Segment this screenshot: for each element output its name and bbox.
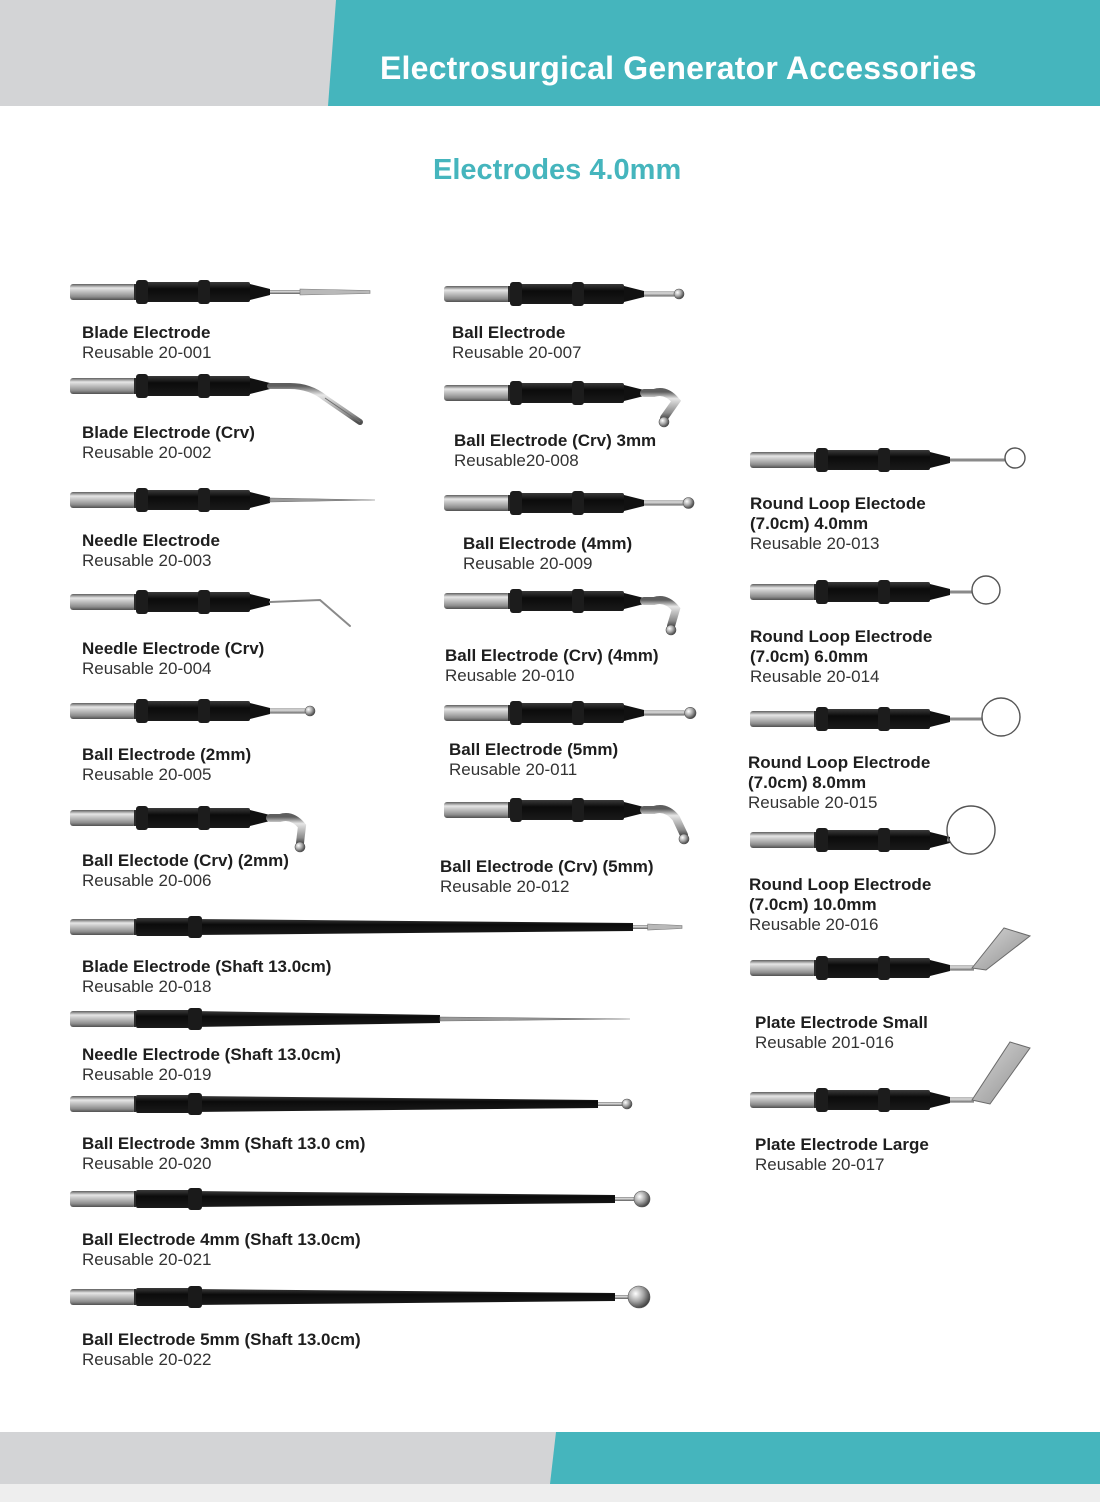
product-name: Ball Electrode (Crv) (5mm) — [440, 857, 654, 876]
steel-shaft — [644, 600, 676, 626]
product-name: Needle Electrode (Crv) — [82, 639, 265, 658]
electrode-shaft — [194, 1289, 615, 1305]
product-code: Reusable 20-011 — [449, 760, 578, 779]
grip-collar — [198, 699, 210, 723]
connector-pin — [70, 1096, 136, 1112]
grip-collar — [510, 798, 522, 822]
product-code: Reusable 201-016 — [755, 1033, 894, 1052]
connector-pin — [70, 703, 136, 719]
steel-shaft — [644, 501, 683, 506]
product-name: Ball Electrode (2mm) — [82, 745, 252, 764]
steel-shaft — [598, 1102, 622, 1106]
grip-collar — [816, 580, 828, 604]
ball-tip — [679, 834, 689, 844]
grip-collar — [136, 374, 148, 398]
body-taper — [624, 705, 644, 721]
grip-collar — [816, 956, 828, 980]
product-name: Plate Electrode Large — [755, 1135, 929, 1154]
product-name: Ball Electrode (5mm) — [449, 740, 619, 759]
product-caption — [82, 1330, 361, 1370]
electrode-body — [816, 582, 930, 602]
product-name: Blade Electrode (Crv) — [82, 423, 255, 442]
grip-collar — [188, 1188, 202, 1210]
grip-collar — [510, 491, 522, 515]
product-code: Reusable 20-019 — [82, 1065, 212, 1084]
steel-shaft — [950, 966, 974, 971]
steel-shaft — [270, 817, 302, 843]
connector-pin — [444, 593, 510, 609]
electrode-body — [816, 1090, 930, 1110]
product-name: Ball Electrode 3mm (Shaft 13.0 cm) — [82, 1134, 366, 1153]
grip-collar — [198, 806, 210, 830]
grip-collar — [188, 916, 202, 938]
product-code: Reusable 20-001 — [82, 343, 212, 362]
page-header — [0, 0, 1100, 106]
product-code: Reusable20-008 — [454, 451, 579, 470]
steel-shaft — [270, 290, 300, 294]
electrode-body — [816, 958, 930, 978]
grip-collar — [816, 828, 828, 852]
body-taper — [930, 960, 950, 976]
grip-collar — [510, 381, 522, 405]
body-taper — [624, 286, 644, 302]
ball-tip — [685, 707, 696, 718]
loop-tip — [972, 576, 1000, 604]
needle-tip — [440, 1017, 630, 1021]
product-name: Ball Electrode (4mm) — [463, 534, 633, 553]
electrode-body — [136, 1095, 194, 1113]
electrode-body — [510, 284, 624, 304]
connector-pin — [70, 919, 136, 935]
loop-tip — [982, 698, 1020, 736]
product-code: Reusable 20-020 — [82, 1154, 212, 1173]
connector-pin — [444, 286, 510, 302]
product-code: Reusable 20-004 — [82, 659, 212, 678]
connector-pin — [750, 960, 816, 976]
steel-shaft — [950, 1098, 974, 1103]
body-taper — [250, 492, 270, 508]
ball-tip — [683, 498, 694, 509]
ball-tip — [634, 1191, 650, 1207]
electrode-body — [510, 493, 624, 513]
product-name: Round Loop Electrode — [749, 875, 932, 894]
blade-tip — [270, 386, 360, 422]
grip-collar — [878, 956, 890, 980]
product-name: Needle Electrode (Shaft 13.0cm) — [82, 1045, 341, 1064]
page-title: Electrosurgical Generator Accessories — [380, 50, 977, 86]
product-code: Reusable 20-003 — [82, 551, 212, 570]
grip-collar — [198, 374, 210, 398]
body-taper — [930, 711, 950, 727]
electrode-shaft — [194, 919, 633, 935]
product-caption — [755, 1135, 929, 1175]
product-code: Reusable 20-005 — [82, 765, 212, 784]
product-code: Reusable 20-012 — [440, 877, 570, 896]
needle-tip — [270, 600, 350, 626]
connector-pin — [750, 452, 816, 468]
electrode-body — [816, 709, 930, 729]
connector-pin — [70, 492, 136, 508]
ball-tip — [628, 1286, 650, 1308]
connector-pin — [750, 711, 816, 727]
product-name: Blade Electrode (Shaft 13.0cm) — [82, 957, 332, 976]
electrode-body — [136, 592, 250, 612]
needle-tip — [270, 498, 375, 502]
plate-tip — [972, 928, 1030, 970]
product-name: Ball Electode (Crv) (2mm) — [82, 851, 289, 870]
steel-shaft — [644, 392, 676, 418]
steel-shaft — [270, 709, 305, 714]
ball-tip — [674, 289, 684, 299]
product-name: Round Loop Electrode — [750, 627, 933, 646]
grip-collar — [136, 806, 148, 830]
steel-shaft — [615, 1295, 628, 1299]
blade-tip — [300, 289, 370, 295]
grip-collar — [136, 590, 148, 614]
body-taper — [930, 584, 950, 600]
grip-collar — [198, 488, 210, 512]
body-taper — [930, 1092, 950, 1108]
blade-tip — [648, 924, 682, 930]
plate-tip — [972, 1042, 1030, 1104]
product-code: Reusable 20-015 — [748, 793, 878, 812]
connector-pin — [70, 1289, 136, 1305]
electrode-shaft — [194, 1096, 598, 1112]
steel-shaft — [633, 925, 648, 929]
electrode-body — [510, 591, 624, 611]
ball-tip — [622, 1099, 632, 1109]
connector-pin — [750, 584, 816, 600]
connector-pin — [70, 810, 136, 826]
grip-collar — [510, 701, 522, 725]
grip-collar — [572, 798, 584, 822]
electrode-body — [510, 703, 624, 723]
product-code: Reusable 20-017 — [755, 1155, 885, 1174]
connector-pin — [444, 495, 510, 511]
product-name: (7.0cm) 8.0mm — [748, 773, 867, 792]
section-title: Electrodes 4.0mm — [433, 154, 682, 186]
product-code: Reusable 20-007 — [452, 343, 582, 362]
electrode-body — [816, 830, 930, 850]
connector-pin — [70, 378, 136, 394]
electrode-body — [816, 450, 930, 470]
product-name: Plate Electrode Small — [755, 1013, 928, 1032]
body-taper — [250, 284, 270, 300]
grip-collar — [572, 701, 584, 725]
connector-pin — [444, 385, 510, 401]
connector-pin — [750, 1092, 816, 1108]
grip-collar — [878, 1088, 890, 1112]
electrode-body — [510, 383, 624, 403]
grip-collar — [878, 448, 890, 472]
electrode-body — [136, 1288, 194, 1306]
product-code: Reusable 20-016 — [749, 915, 879, 934]
connector-pin — [750, 832, 816, 848]
body-taper — [250, 703, 270, 719]
grip-collar — [816, 448, 828, 472]
product-name: Ball Electrode (Crv) (4mm) — [445, 646, 659, 665]
grip-collar — [510, 282, 522, 306]
grip-collar — [188, 1286, 202, 1308]
product-name: Round Loop Electode — [750, 494, 926, 513]
product-code: Reusable 20-010 — [445, 666, 575, 685]
ball-tip — [305, 706, 315, 716]
product-code: Reusable 20-009 — [463, 554, 593, 573]
grip-collar — [878, 707, 890, 731]
grip-collar — [572, 381, 584, 405]
product-code: Reusable 20-018 — [82, 977, 212, 996]
product-name: Blade Electrode — [82, 323, 211, 342]
grip-collar — [136, 488, 148, 512]
product-name: Ball Electrode 4mm (Shaft 13.0cm) — [82, 1230, 361, 1249]
steel-shaft — [644, 711, 685, 716]
product-name: Ball Electrode — [452, 323, 566, 342]
electrode-body — [136, 808, 250, 828]
body-taper — [624, 495, 644, 511]
grip-collar — [572, 282, 584, 306]
product-code: Reusable 20-014 — [750, 667, 880, 686]
steel-shaft — [644, 292, 674, 297]
product-code: Reusable 20-002 — [82, 443, 212, 462]
loop-tip — [947, 806, 995, 854]
connector-pin — [70, 284, 136, 300]
grip-collar — [572, 589, 584, 613]
grip-collar — [572, 491, 584, 515]
electrode-body — [136, 490, 250, 510]
grip-collar — [878, 580, 890, 604]
connector-pin — [444, 705, 510, 721]
grip-collar — [136, 280, 148, 304]
grip-collar — [878, 828, 890, 852]
electrode-body — [136, 918, 194, 936]
product-name: (7.0cm) 6.0mm — [750, 647, 869, 666]
electrode-body — [136, 376, 250, 396]
product-name: Ball Electrode (Crv) 3mm — [454, 431, 657, 450]
loop-tip — [1005, 448, 1025, 468]
connector-pin — [70, 594, 136, 610]
product-name: Needle Electrode — [82, 531, 220, 550]
body-taper — [930, 452, 950, 468]
product-code: Reusable 20-006 — [82, 871, 212, 890]
grip-collar — [136, 699, 148, 723]
electrode-body — [510, 800, 624, 820]
product-code: Reusable 20-021 — [82, 1250, 212, 1269]
grip-collar — [816, 1088, 828, 1112]
steel-shaft — [644, 809, 684, 835]
grip-collar — [510, 589, 522, 613]
connector-pin — [70, 1191, 136, 1207]
grip-collar — [188, 1093, 202, 1115]
electrode-shaft — [194, 1191, 615, 1207]
product-name: (7.0cm) 4.0mm — [750, 514, 869, 533]
connector-pin — [444, 802, 510, 818]
product-name: Round Loop Electrode — [748, 753, 931, 772]
grip-collar — [198, 590, 210, 614]
electrode-body — [136, 701, 250, 721]
steel-shaft — [615, 1197, 634, 1201]
page-footer — [0, 1432, 1100, 1502]
product-name: Ball Electrode 5mm (Shaft 13.0cm) — [82, 1330, 361, 1349]
product-name: (7.0cm) 10.0mm — [749, 895, 877, 914]
footer-band — [0, 1432, 1100, 1502]
product-code: Reusable 20-013 — [750, 534, 880, 553]
body-taper — [250, 594, 270, 610]
electrode-body — [136, 282, 250, 302]
grip-collar — [816, 707, 828, 731]
product-code: Reusable 20-022 — [82, 1350, 212, 1369]
electrode-body — [136, 1190, 194, 1208]
grip-collar — [198, 280, 210, 304]
